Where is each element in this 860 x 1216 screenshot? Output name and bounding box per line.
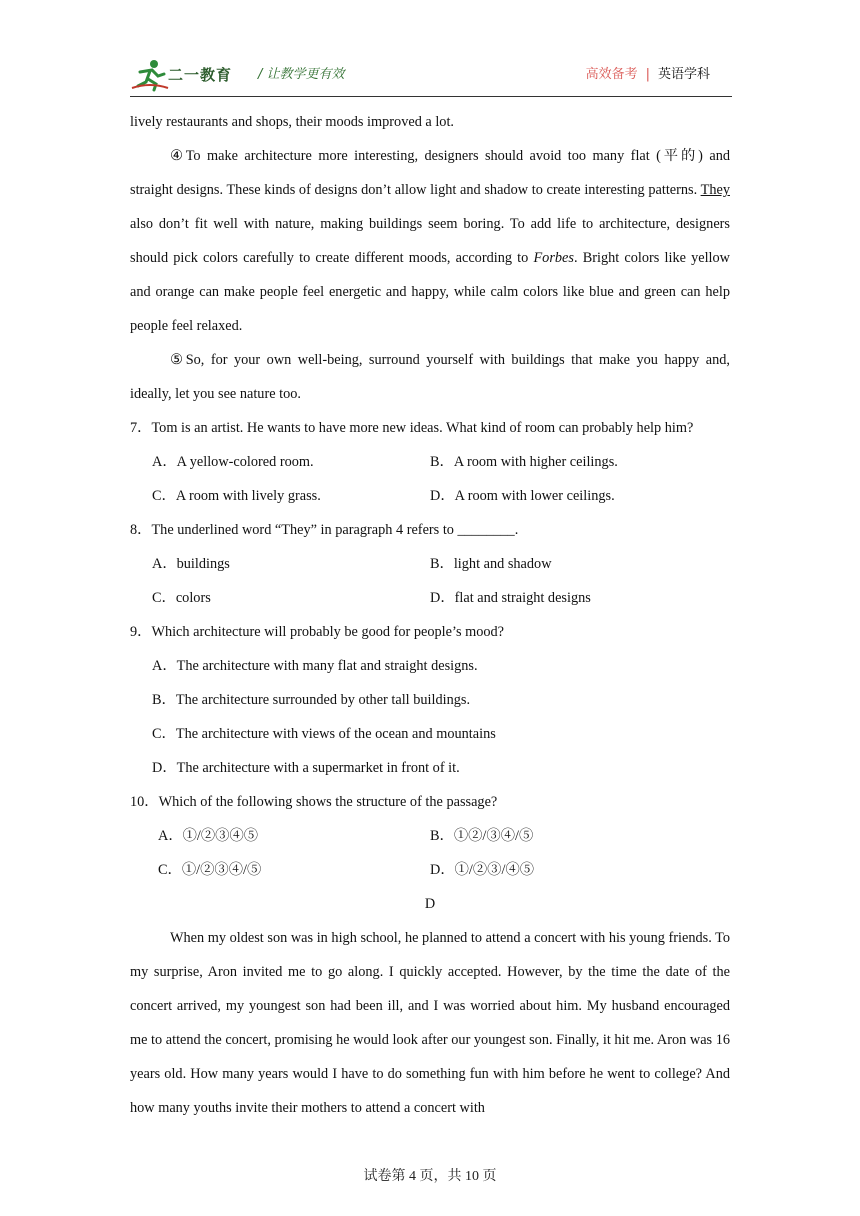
option: C．The architecture with views of the ocean and mountains (152, 726, 496, 742)
option: B．light and shadow (430, 556, 552, 572)
option: D．The architecture with a supermarket in front of it. (152, 760, 460, 776)
option-row (130, 751, 730, 785)
passage-line: lively restaurants and shops, their moods improved a lot. (130, 114, 455, 130)
option-row (130, 683, 730, 717)
option: D．A room with lower ceilings. (430, 488, 615, 504)
option: B．①②/③④/⑤ (430, 828, 534, 844)
question-stem: 7．Tom is an artist. He wants to have more new ideas. What kind of room can probably help him? (130, 420, 694, 436)
logo-text: 二一教育 (168, 66, 233, 84)
section-d-paragraph: When my oldest son was in high school, he planned to attend a concert with his young friends. To my surprise, Aron invited me to go along. I quickly accepted. However, by the time the date of the concert arrived, my youngest son had been ill, and I was worried about him. My husband encouraged me to attend the concert, promising he would look after our youngest son. Finally, it hit me. Aron was 16 years old. How many years would I have to do something fun with him before he went to college? And how many youths invite their mothers to attend a concert with (130, 930, 730, 1116)
option: C．①/②③④/⑤ (158, 862, 262, 878)
page-header (130, 56, 732, 96)
option-row (130, 717, 730, 751)
paragraph-4-text: ④To make architecture more interesting, designers should avoid too many flat (平的) and straight designs. These kinds of designs don’t allow light and shadow to create interesting patterns. (130, 148, 730, 198)
page-content (130, 105, 730, 1125)
option: D．flat and straight designs (430, 590, 591, 606)
option: B．The architecture surrounded by other tall buildings. (152, 692, 471, 708)
option-row (130, 581, 730, 615)
header-right (586, 63, 710, 82)
header-subject: 英语学科 (657, 67, 710, 82)
header-separator: | (645, 67, 650, 82)
paragraph-4-text: . Bright colors like yellow and orange can make people feel energetic and happy, while calm colors like blue and green can help people feel relaxed. (130, 250, 731, 334)
runner-logo-icon (130, 58, 170, 92)
option: A．A yellow-colored room. (152, 454, 314, 470)
option-row (130, 547, 730, 581)
option: D．①/②③/④⑤ (430, 862, 535, 878)
underlined-word: They (700, 182, 730, 198)
option-row (130, 819, 730, 853)
logo (130, 58, 240, 92)
option-row (130, 853, 730, 887)
option: A．The architecture with many flat and straight designs. (152, 658, 478, 674)
paragraph-4-text: also don’t fit well with nature, making buildings seem boring. To add life to architecture, designers should pick colors carefully to create different moods, according to (130, 216, 730, 266)
option: B．A room with higher ceilings. (430, 454, 618, 470)
italic-source: Forbes (533, 250, 574, 266)
option: C．colors (152, 590, 211, 606)
option: C．A room with lively grass. (152, 488, 321, 504)
question-stem: 10．Which of the following shows the structure of the passage? (130, 794, 498, 810)
page-footer: 试卷第 4 页，共 10 页 (363, 1169, 497, 1184)
option: A．①/②③④⑤ (158, 828, 259, 844)
option-row (130, 445, 730, 479)
option-row (130, 479, 730, 513)
paragraph-4 (130, 139, 730, 343)
header-tag: 高效备考 (585, 67, 638, 82)
paragraph-5: ⑤So, for your own well-being, surround yourself with buildings that make you happy and, ideally, let you see nature too. (130, 352, 730, 402)
option-row (130, 649, 730, 683)
slogan: / 让教学更有效 (258, 67, 345, 82)
header-divider (130, 96, 732, 97)
section-label: D (424, 896, 436, 912)
option: A．buildings (152, 556, 230, 572)
question-stem: 9．Which architecture will probably be good for people’s mood? (130, 624, 504, 640)
question-stem: 8．The underlined word “They” in paragraph 4 refers to ________. (130, 522, 519, 538)
